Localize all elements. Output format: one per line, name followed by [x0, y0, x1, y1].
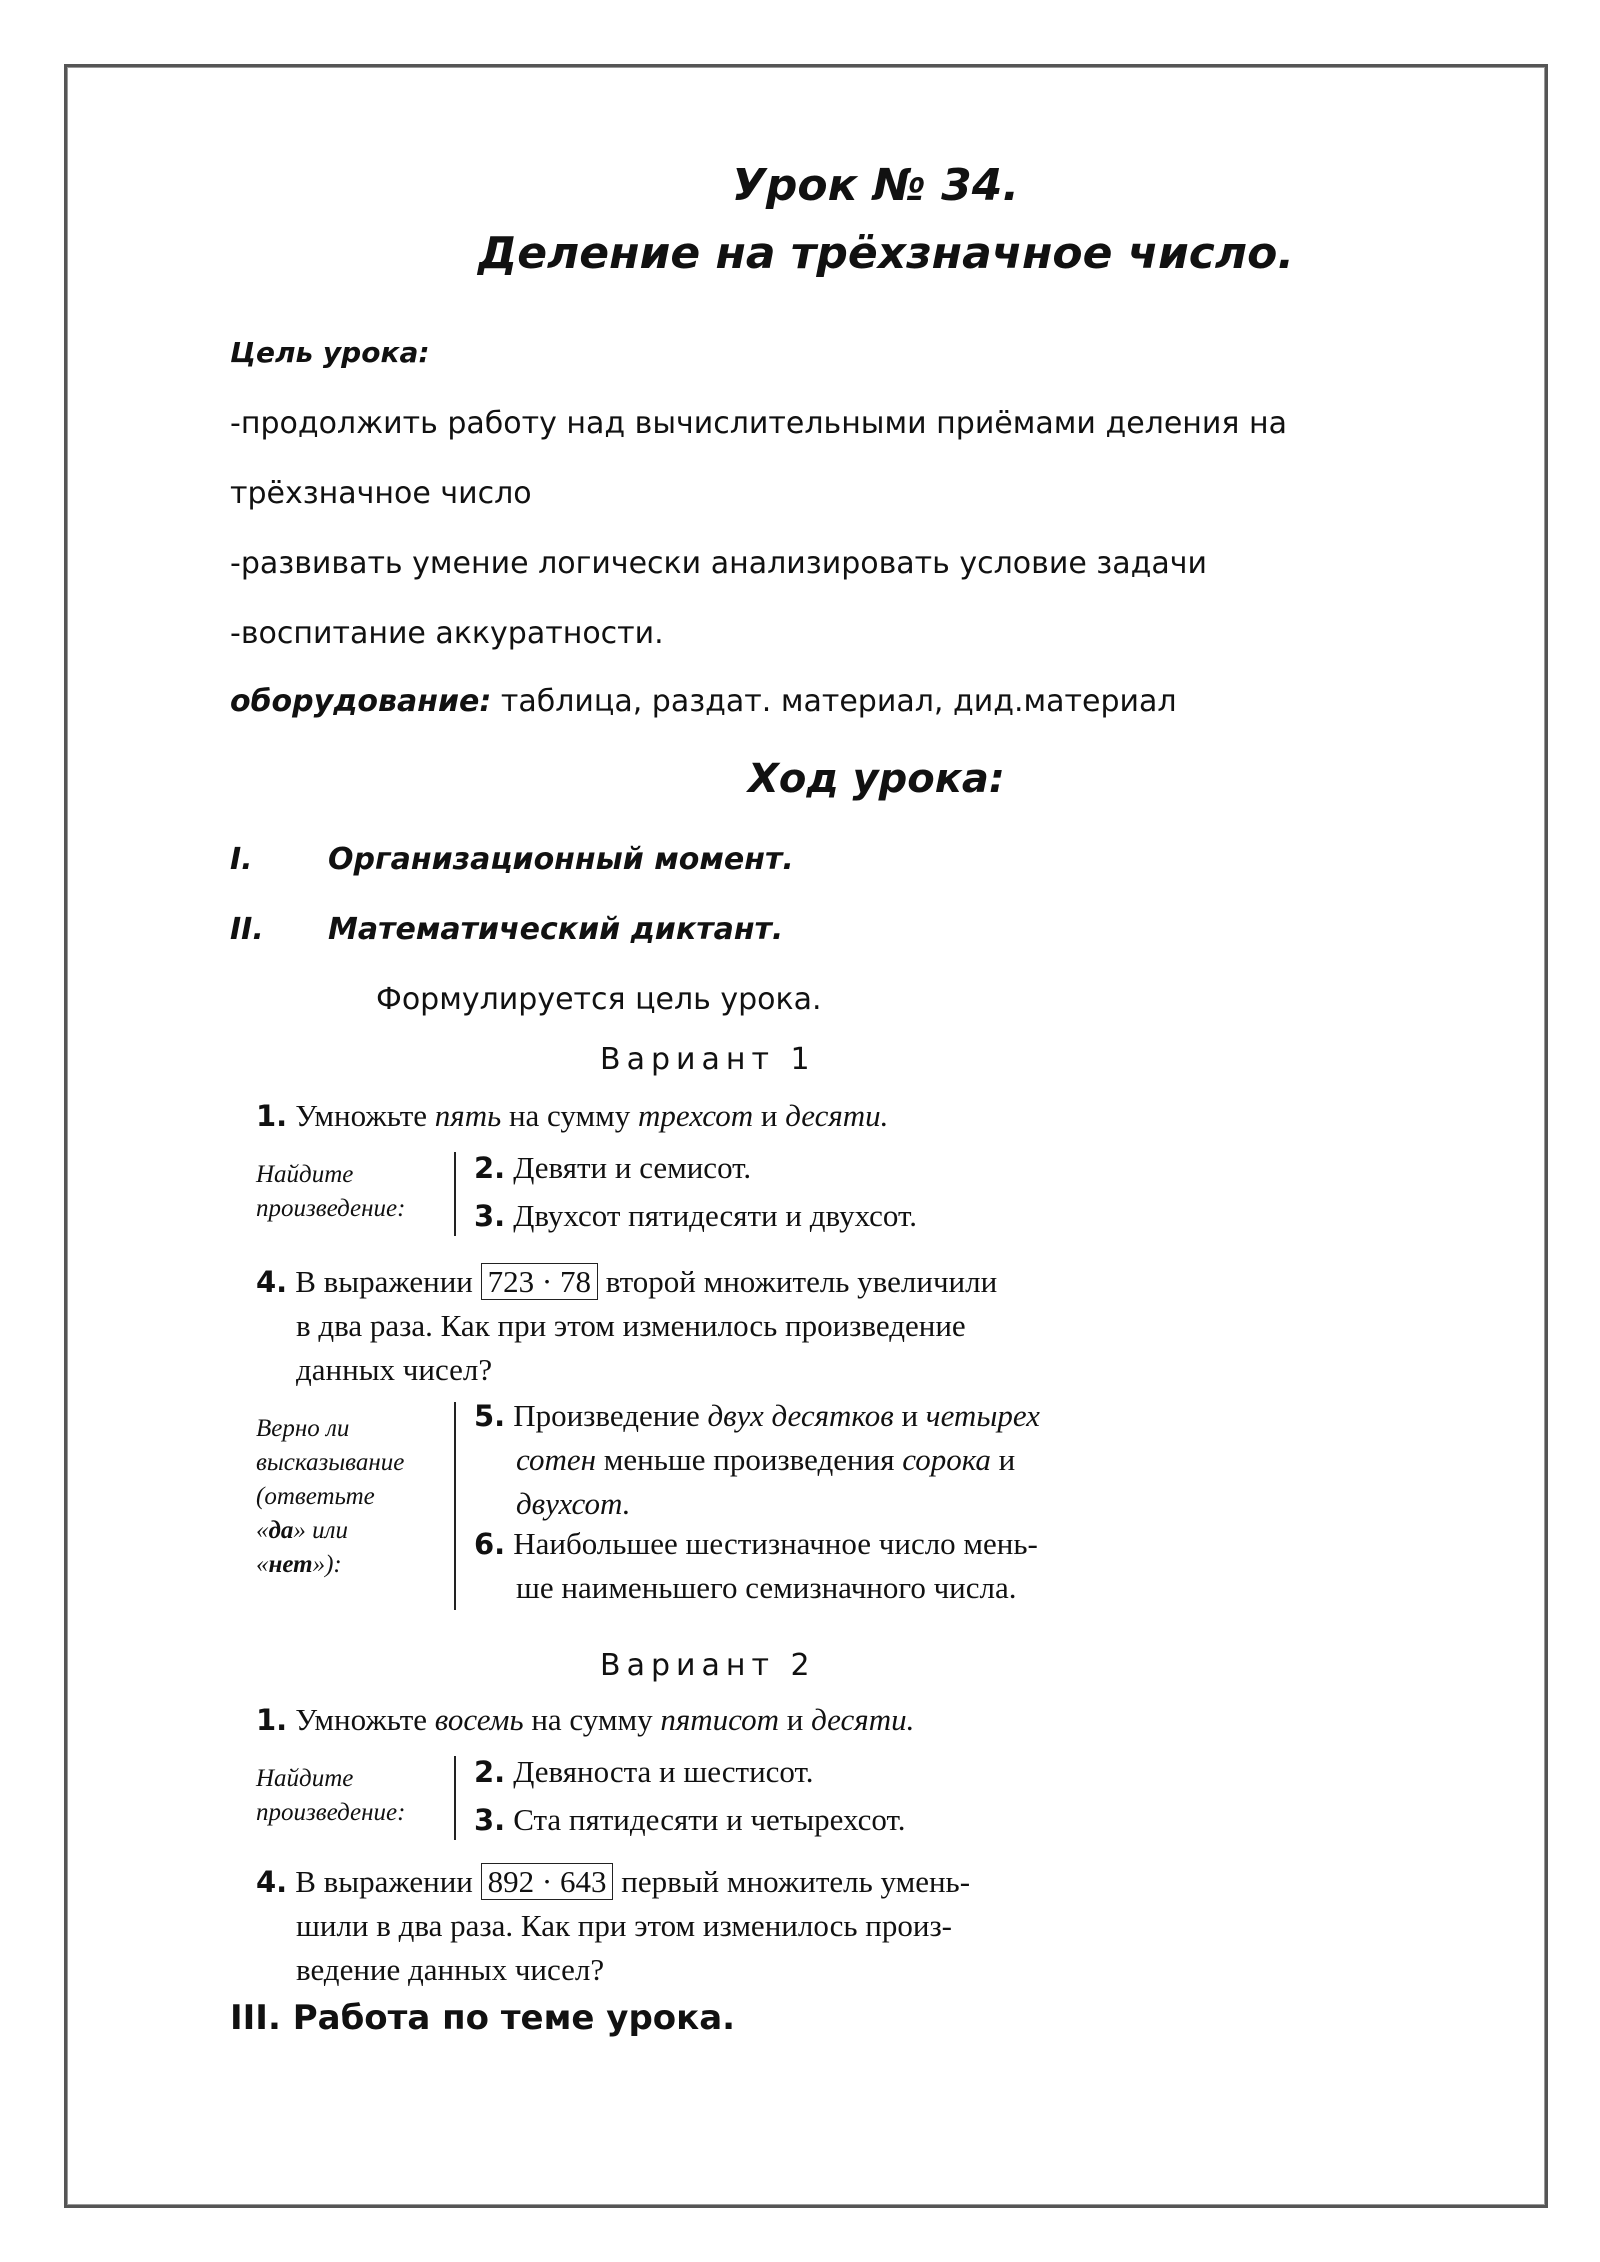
goal-line-3: -развивать умение логически анализировать условие задачи — [230, 546, 1207, 581]
goal-label: Цель урока: — [230, 336, 430, 369]
v2-question-1: 1. Умножьте восемь на сумму пятисот и десяти. — [256, 1702, 915, 1737]
v1-question-4: 4. В выражении 723 · 78 второй множитель увеличили в два раза. Как при этом изменилось произведение данных чисел? — [256, 1264, 998, 1387]
equipment-text: таблица, раздат. материал, дид.материал — [491, 684, 1177, 719]
v2-question-4: 4. В выражении 892 · 643 первый множитель умень- шили в два раза. Как при этом изменилось произ- ведение данных чисел? — [256, 1864, 971, 1987]
v1-question-5: 5. Произведение двух десятков и четырех сотен меньше произведения сорока и двухсот. — [474, 1398, 1040, 1521]
v2-expression-box: 892 · 643 — [481, 1863, 614, 1900]
v1-side-label-2: Верно ли высказывание (ответьте «да» или «нет»): — [256, 1415, 405, 1578]
goal-line-4: -воспитание аккуратности. — [230, 616, 664, 651]
section-1-number: I. — [230, 842, 253, 877]
section-3-title: III. Работа по теме урока. — [230, 1998, 736, 2038]
equipment-label: оборудование: — [230, 684, 492, 719]
v2-divider-1 — [454, 1756, 456, 1840]
v1-question-3: 3. Двухсот пятидесяти и двухсот. — [474, 1198, 917, 1233]
lesson-title: Деление на трёхзначное число. — [478, 228, 1295, 279]
section-1-title: Организационный момент. — [328, 842, 794, 877]
variant-1-title: Вариант 1 — [600, 1042, 816, 1077]
v1-question-2: 2. Девяти и семисот. — [474, 1150, 752, 1185]
v1-side-label-1: Найдите произведение: — [256, 1161, 406, 1222]
v1-expression-box: 723 · 78 — [481, 1263, 598, 1300]
goal-line-2: трёхзначное число — [230, 476, 532, 511]
lesson-flow-heading: Ход урока: — [748, 756, 1005, 802]
goal-line-1: -продолжить работу над вычислительными приёмами деления на — [230, 406, 1287, 441]
section-2-number: II. — [230, 912, 264, 947]
v2-side-label-1: Найдите произведение: — [256, 1765, 406, 1826]
v2-question-3: 3. Ста пятидесяти и четырехсот. — [474, 1802, 906, 1837]
v1-question-6: 6. Наибольшее шестизначное число мень- ше наименьшего семизначного числа. — [474, 1526, 1038, 1605]
v2-question-2: 2. Девяноста и шестисот. — [474, 1754, 814, 1789]
section-2-note: Формулируется цель урока. — [376, 982, 822, 1017]
section-2-title: Математический диктант. — [328, 912, 784, 947]
equipment-line — [230, 684, 1177, 719]
variant-2-title: Вариант 2 — [600, 1648, 816, 1683]
v1-divider-2 — [454, 1402, 456, 1610]
v1-question-1: 1. Умножьте пять на сумму трехсот и десяти. — [256, 1098, 889, 1133]
lesson-number: Урок № 34. — [732, 160, 1020, 211]
v1-divider-1 — [454, 1152, 456, 1236]
